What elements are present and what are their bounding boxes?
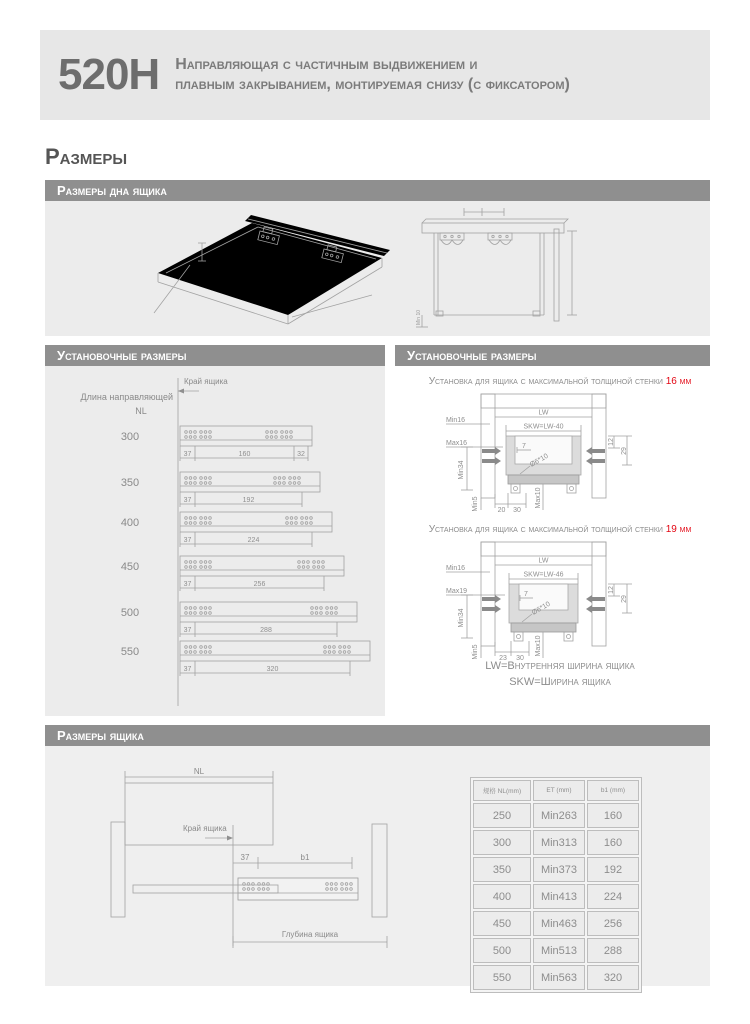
dim-front: 37	[183, 627, 192, 634]
min34-label: Min34	[458, 608, 465, 628]
section-bar-drawer-size: Размеры ящика	[45, 725, 710, 746]
min34-label: Min34	[458, 460, 465, 480]
max-panel-label: Max16	[446, 440, 468, 447]
clip-left	[440, 233, 464, 245]
cell-et: Min263	[533, 803, 585, 828]
right-arrow-icon	[227, 836, 233, 841]
dim12-label: 12	[608, 586, 615, 594]
cell-nl: 450	[473, 911, 531, 936]
section-bar-install-right: Установочные размеры	[395, 345, 710, 366]
product-title	[175, 55, 570, 95]
cell-nl: 550	[473, 965, 531, 990]
edge-label: Край ящика	[183, 824, 227, 833]
cell-et: Min513	[533, 938, 585, 963]
rail-nl-label: 400	[120, 517, 140, 529]
offset7-label: 7	[522, 443, 526, 450]
cell-nl: 300	[473, 830, 531, 855]
product-title-line2: плавным закрыванием, монтируемая снизу (с фиксатором)	[175, 76, 570, 93]
front-dim-label: 37	[240, 853, 250, 862]
skw-label: SKW=LW-46	[523, 571, 564, 579]
product-model: 520H	[58, 50, 160, 99]
cell-nl: 250	[473, 803, 531, 828]
caption-16mm	[415, 376, 705, 387]
legend-skw: SKW=Ширина ящика	[509, 676, 611, 688]
caption-16mm-text: Установка для ящика с максимальной толщиной стенки	[428, 376, 663, 387]
caption-19mm-value: 19 мм	[665, 524, 692, 535]
rail-row-450	[121, 556, 344, 591]
min10-dim-label: Min 10	[416, 309, 422, 325]
nl-dim-label: NL	[193, 767, 205, 776]
col-header-nl: 规格 NL(mm)	[473, 780, 531, 801]
iso-drawer-bottom-drawing	[140, 203, 410, 333]
front-section-drawing	[412, 203, 592, 333]
hole-spec-label: Ø6*10	[528, 452, 550, 469]
cell-b1: 160	[587, 803, 639, 828]
cross-section-19mm	[433, 538, 683, 662]
table-header-row	[473, 780, 639, 801]
caption-19mm	[415, 524, 705, 535]
dim-front: 37	[183, 497, 192, 504]
rail-nl-label: 550	[120, 646, 140, 658]
dim29-label: 29	[621, 595, 628, 603]
cross-section-16mm	[433, 390, 683, 514]
b1-dim-label: b1	[300, 853, 310, 862]
table-row	[473, 857, 639, 882]
caption-16mm-value: 16 мм	[665, 376, 692, 387]
dim-front: 37	[183, 581, 192, 588]
table-row	[473, 830, 639, 855]
cell-et: Min313	[533, 830, 585, 855]
section-bar-drawer-bottom: Размеры дна ящика	[45, 180, 710, 201]
lw-label: LW	[538, 409, 549, 417]
caption-19mm-text: Установка для ящика с максимальной толщиной стенки	[428, 524, 663, 535]
gap-b-label: 30	[516, 655, 524, 662]
cell-b1: 224	[587, 884, 639, 909]
page-heading: Размеры	[45, 144, 128, 169]
cell-nl: 500	[473, 938, 531, 963]
table-row	[473, 938, 639, 963]
cell-et: Min373	[533, 857, 585, 882]
depth-dim-label: Глубина ящика	[281, 930, 339, 939]
dim-front: 37	[183, 451, 192, 458]
rail-row-400	[121, 512, 332, 547]
cell-et: Min563	[533, 965, 585, 990]
rail-row-300	[121, 426, 312, 461]
install-left-diagram	[45, 366, 385, 716]
dim-front: 37	[183, 666, 192, 673]
table-row	[473, 965, 639, 990]
rail-nl-label: 450	[120, 561, 140, 573]
lw-label: LW	[538, 557, 549, 565]
product-title-line1: Направляющая с частичным выдвижением и	[175, 56, 478, 73]
table-row	[473, 803, 639, 828]
legend-lw: LW=Внутренняя ширина ящика	[485, 660, 635, 672]
rail-nl-label: 500	[120, 607, 140, 619]
cell-b1: 256	[587, 911, 639, 936]
drawer-side-view-drawing	[85, 765, 525, 965]
max10-label: Max10	[535, 487, 542, 509]
gap-b-label: 30	[513, 507, 521, 514]
table-row	[473, 911, 639, 936]
dim-span: 320	[266, 666, 279, 673]
offset7-label: 7	[524, 591, 528, 598]
max10-label: Max10	[535, 635, 542, 657]
drawer-size-table	[470, 777, 642, 993]
cell-nl: 350	[473, 857, 531, 882]
rail-row-550	[121, 641, 370, 676]
rail-length-label: Длина направляющей	[80, 392, 173, 402]
dim-span: 160	[238, 451, 251, 458]
header-band	[40, 30, 710, 120]
rail-row-500	[121, 602, 357, 637]
cell-b1: 288	[587, 938, 639, 963]
gap-a-label: 23	[499, 655, 507, 662]
cell-nl: 400	[473, 884, 531, 909]
dim12-label: 12	[608, 438, 615, 446]
rail-row-350	[121, 472, 320, 507]
min5-label: Min5	[472, 496, 479, 512]
dim29-label: 29	[621, 447, 628, 455]
max-panel-label: Max19	[446, 588, 468, 595]
rail-nl-label: 350	[120, 477, 140, 489]
dim-span: 224	[247, 537, 260, 544]
dim-tail: 32	[297, 451, 305, 458]
dim-span: 192	[242, 497, 255, 504]
col-header-b1: b1 (mm)	[587, 780, 639, 801]
cell-et: Min413	[533, 884, 585, 909]
dim-span: 288	[260, 627, 272, 634]
rail-nl-label: 300	[120, 431, 140, 443]
edge-label: Край ящика	[184, 377, 228, 386]
rail-length-unit: NL	[135, 406, 147, 416]
hole-spec-label: Ø6*10	[530, 600, 552, 617]
min-wall-label: Min16	[446, 565, 466, 572]
col-header-et: ET (mm)	[533, 780, 585, 801]
left-arrow-icon	[178, 389, 184, 394]
min-wall-label: Min16	[446, 417, 466, 424]
dim-front: 37	[183, 537, 192, 544]
gap-a-label: 20	[497, 507, 506, 514]
dim-span: 256	[253, 581, 266, 588]
legend	[425, 658, 695, 690]
cell-b1: 320	[587, 965, 639, 990]
cell-et: Min463	[533, 911, 585, 936]
cell-b1: 192	[587, 857, 639, 882]
cell-b1: 160	[587, 830, 639, 855]
section-bar-install-left: Установочные размеры	[45, 345, 385, 366]
min5-label: Min5	[472, 644, 479, 660]
table-row	[473, 884, 639, 909]
skw-label: SKW=LW-40	[523, 423, 564, 431]
clip-right	[488, 233, 512, 245]
